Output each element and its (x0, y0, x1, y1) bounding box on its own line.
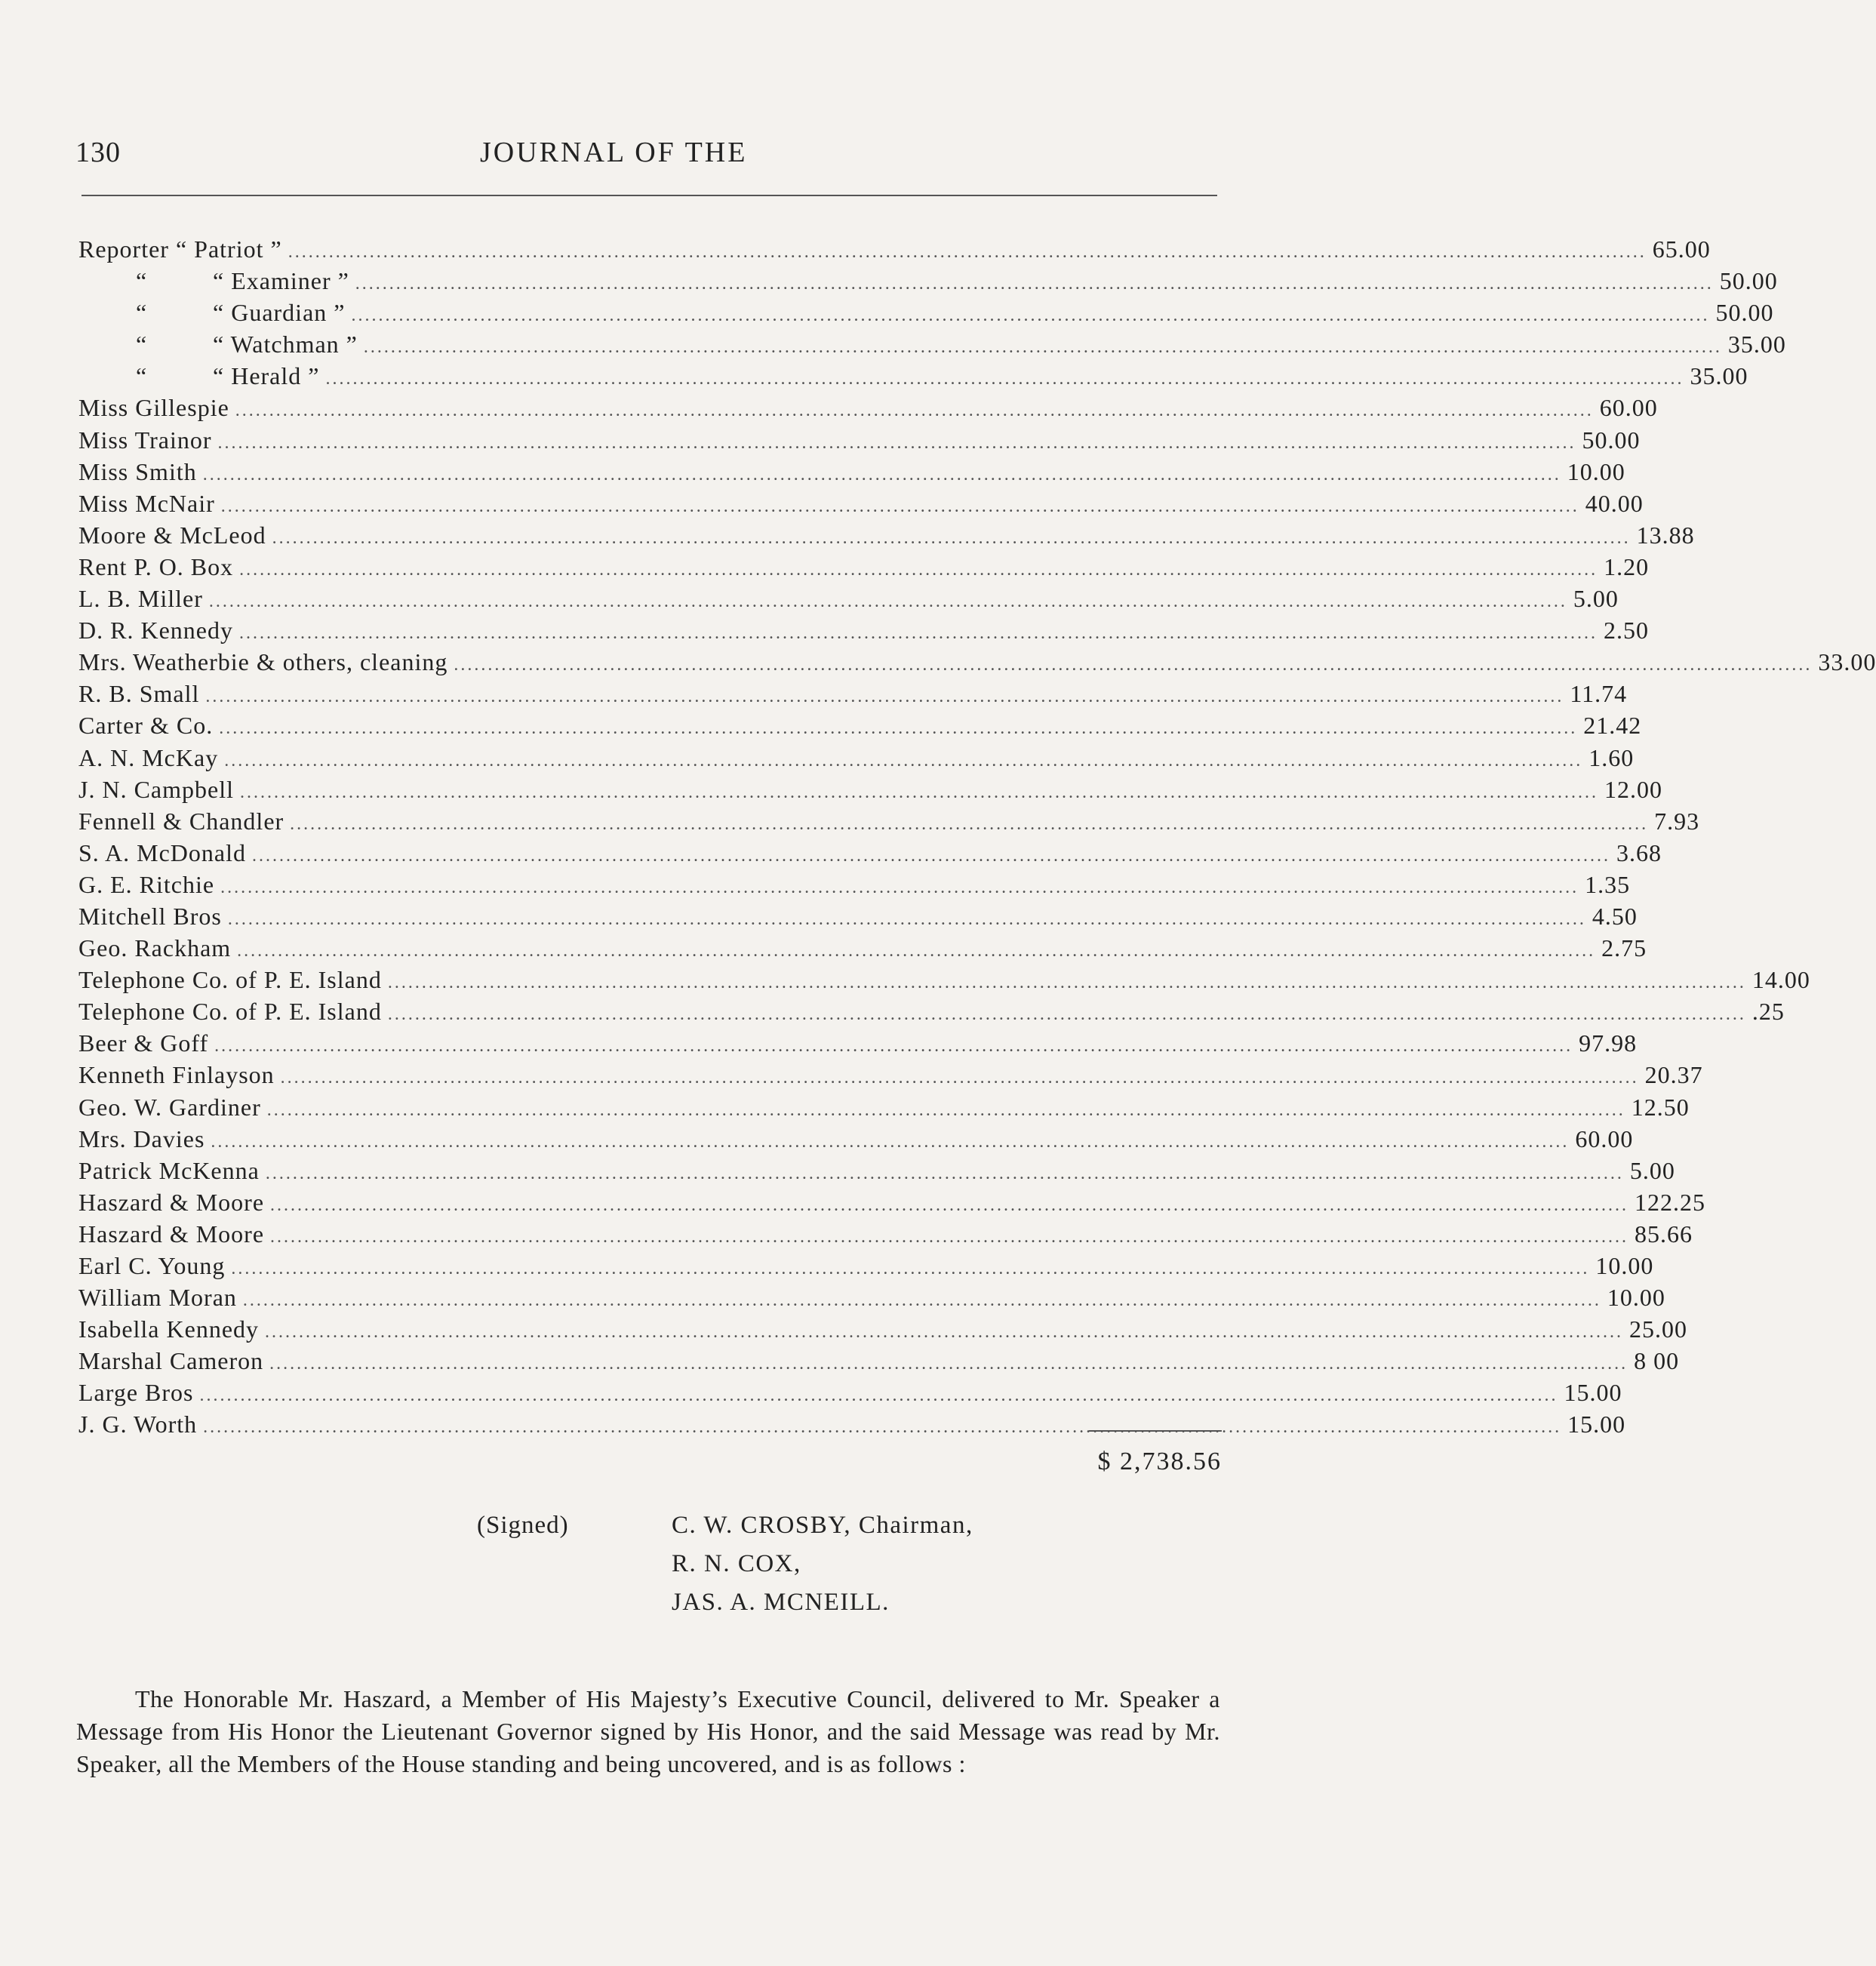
ledger-payee (78, 267, 349, 295)
ledger-payee: Miss McNair (78, 489, 215, 517)
ledger-row (78, 1093, 1690, 1125)
ditto-mark: “ (136, 331, 148, 358)
ledger-row (78, 1315, 1688, 1347)
ledger-amount: 40.00 (1585, 489, 1644, 517)
ledger-amount: .25 (1751, 998, 1785, 1026)
ledger-amount: 85.66 (1635, 1220, 1693, 1248)
ledger-amount: 4.50 (1592, 902, 1638, 930)
dot-leader: ........................................................................................................................................................................................................ (231, 1259, 1590, 1278)
ledger-row (78, 743, 1635, 776)
ledger-payee: Miss Gillespie (78, 394, 229, 422)
ledger-row (78, 648, 1876, 680)
ledger-payee: Telephone Co. of P. E. Island (78, 998, 382, 1026)
ledger-payee (78, 299, 345, 327)
ledger-amount: 10.00 (1595, 1252, 1654, 1279)
dot-leader: ........................................................................................................................................................................................................ (199, 1386, 1558, 1406)
header-rule (81, 195, 1217, 196)
message-paragraph: The Honorable Mr. Haszard, a Member of His Majesty’s Executive Council, delivered to Mr. Speaker a Message from His Honor the Lieutenant Governor signed by His Honor, and the said Message was read by Mr. Speaker, all the Members of the House standing and being uncovered, and is as follows : (76, 1685, 1220, 1777)
ledger-amount: 35.00 (1690, 362, 1748, 390)
ledger-payee: Large Bros (78, 1379, 194, 1407)
ledger-row (78, 775, 1662, 808)
ledger-row (78, 521, 1695, 553)
ledger-amount: 15.00 (1564, 1379, 1622, 1407)
dot-leader: ........................................................................................................................................................................................................ (288, 242, 1647, 262)
dot-leader: ........................................................................................................................................................................................................ (220, 877, 1579, 897)
ledger-payee: Earl C. Young (78, 1252, 226, 1279)
ledger-amount: 12.50 (1631, 1093, 1690, 1121)
ledger-amount: 5.00 (1573, 585, 1619, 613)
ledger-row (78, 1156, 1675, 1189)
signatories (672, 1512, 973, 1627)
ledger-row (78, 680, 1628, 712)
ledger-payee: Miss Trainor (78, 426, 212, 454)
dot-leader: ........................................................................................................................................................................................................ (454, 655, 1813, 675)
ledger-payee: Carter & Co. (78, 712, 214, 740)
total-amount: $ 2,738.56 (1097, 1448, 1222, 1475)
ledger-payee (78, 331, 358, 358)
dot-leader: ........................................................................................................................................................................................................ (351, 306, 1710, 326)
ledger-amount: 14.00 (1751, 966, 1810, 994)
ledger-row (78, 1379, 1622, 1411)
ledger-row (78, 998, 1785, 1029)
ledger-row (78, 934, 1647, 966)
dot-leader: ........................................................................................................................................................................................................ (242, 1291, 1601, 1311)
ledger-amount: 20.37 (1644, 1061, 1703, 1089)
dot-leader: ........................................................................................................................................................................................................ (220, 496, 1579, 516)
ledger-amount: 15.00 (1567, 1411, 1626, 1438)
dot-leader: ........................................................................................................................................................................................................ (265, 1322, 1624, 1343)
ledger-amount: 33.00 (1818, 648, 1876, 676)
ledger-payee-text: “ Examiner ” (213, 267, 349, 295)
dot-leader: ........................................................................................................................................................................................................ (280, 1068, 1639, 1088)
ledger-payee: D. R. Kennedy (78, 617, 233, 645)
ledger-amount: 25.00 (1629, 1315, 1688, 1343)
dot-leader: ........................................................................................................................................................................................................ (203, 1417, 1562, 1438)
dot-leader: ........................................................................................................................................................................................................ (214, 1036, 1573, 1057)
ledger-amount: 1.60 (1588, 743, 1635, 771)
dot-leader: ........................................................................................................................................................................................................ (363, 337, 1722, 358)
ledger-payee: Mrs. Weatherbie & others, cleaning (78, 648, 448, 676)
dot-leader: ........................................................................................................................................................................................................ (265, 1163, 1624, 1183)
signatory-name: JAS. A. MCNEILL. (672, 1589, 890, 1616)
ledger-payee: Moore & McLeod (78, 521, 266, 549)
ledger-row (78, 1411, 1626, 1442)
dot-leader: ........................................................................................................................................................................................................ (224, 750, 1583, 771)
ledger-payee: Haszard & Moore (78, 1220, 265, 1248)
ledger-amount: 122.25 (1635, 1188, 1706, 1216)
ledger-amount: 35.00 (1727, 331, 1786, 358)
ledger-payee: Kenneth Finlayson (78, 1061, 275, 1089)
dot-leader: ........................................................................................................................................................................................................ (219, 718, 1578, 739)
ledger-amount: 12.00 (1604, 775, 1662, 803)
ledger-row (78, 552, 1650, 585)
ledger-row (78, 1125, 1634, 1157)
ditto-mark: “ (136, 299, 148, 327)
ledger-row (78, 1061, 1703, 1093)
ledger-row (78, 394, 1658, 426)
dot-leader: ........................................................................................................................................................................................................ (269, 1354, 1628, 1374)
ditto-mark: “ (136, 267, 148, 295)
ledger-row (78, 1188, 1706, 1220)
ledger-row (78, 870, 1631, 903)
dot-leader: ........................................................................................................................................................................................................ (387, 973, 1746, 993)
ledger-row (78, 299, 1774, 331)
ledger-payee: Rent P. O. Box (78, 552, 234, 580)
ledger-payee: Mitchell Bros (78, 902, 222, 930)
ledger-amount: 50.00 (1582, 426, 1641, 454)
ledger-amount: 3.68 (1616, 838, 1662, 866)
dot-leader: ........................................................................................................................................................................................................ (227, 909, 1586, 929)
ledger-row (78, 966, 1810, 998)
ledger-amount: 50.00 (1719, 267, 1778, 295)
ledger-row (78, 1252, 1654, 1284)
ledger-payee (78, 362, 319, 390)
signatory-name: C. W. CROSBY, Chairman, (672, 1512, 973, 1539)
ledger-payee: Isabella Kennedy (78, 1315, 260, 1343)
ledger-amount: 2.50 (1603, 617, 1649, 645)
ledger-payee: L. B. Miller (78, 585, 203, 613)
page-number: 130 (75, 137, 121, 168)
ledger-amount: 13.88 (1636, 521, 1695, 549)
ledger-payee: G. E. Ritchie (78, 870, 215, 898)
ledger-row (78, 807, 1700, 839)
dot-leader: ........................................................................................................................................................................................................ (290, 814, 1649, 834)
dot-leader: ........................................................................................................................................................................................................ (272, 528, 1631, 548)
ledger-row (78, 585, 1619, 617)
ditto-mark: “ (136, 362, 148, 390)
ledger-payee: J. G. Worth (78, 1411, 198, 1438)
dot-leader: ........................................................................................................................................................................................................ (208, 592, 1567, 612)
ledger-payee: R. B. Small (78, 680, 200, 708)
ledger-row (78, 1347, 1680, 1379)
ledger-row (78, 489, 1644, 521)
ledger-row (78, 838, 1662, 871)
ledger-row (78, 1029, 1638, 1061)
ledger-payee: Beer & Goff (78, 1029, 209, 1057)
ledger-row (78, 426, 1641, 458)
ledger-amount: 1.35 (1585, 870, 1631, 898)
total-rule (1089, 1430, 1222, 1432)
ledger-payee: S. A. McDonald (78, 838, 246, 866)
dot-leader: ........................................................................................................................................................................................................ (325, 369, 1684, 389)
dot-leader: ........................................................................................................................................................................................................ (217, 432, 1576, 453)
ledger-list (78, 235, 1876, 1443)
ledger-row (78, 235, 1711, 267)
ledger-row (78, 712, 1642, 743)
ledger-payee: Reporter “ Patriot ” (78, 235, 282, 263)
ledger-amount: 60.00 (1575, 1125, 1634, 1152)
ledger-row (78, 457, 1625, 490)
ledger-payee: Marshal Cameron (78, 1347, 264, 1375)
ledger-amount: 2.75 (1601, 934, 1647, 962)
ledger-amount: 11.74 (1570, 680, 1628, 708)
ledger-amount: 60.00 (1599, 394, 1658, 422)
ledger-amount: 65.00 (1652, 235, 1711, 263)
ledger-amount: 21.42 (1583, 712, 1642, 740)
dot-leader: ........................................................................................................................................................................................................ (211, 1131, 1570, 1152)
ledger-payee: Geo. W. Gardiner (78, 1093, 261, 1121)
dot-leader: ........................................................................................................................................................................................................ (387, 1005, 1746, 1025)
ledger-row (78, 617, 1649, 648)
ledger-row (78, 362, 1748, 394)
dot-leader: ........................................................................................................................................................................................................ (237, 941, 1596, 961)
dot-leader: ........................................................................................................................................................................................................ (235, 401, 1594, 421)
dot-leader: ........................................................................................................................................................................................................ (205, 687, 1564, 707)
ledger-amount: 8 00 (1634, 1347, 1680, 1375)
running-title: JOURNAL OF THE (480, 137, 748, 168)
ledger-payee-text: “ Guardian ” (213, 299, 346, 327)
ledger-payee: Miss Smith (78, 457, 197, 485)
dot-leader: ........................................................................................................................................................................................................ (355, 274, 1714, 294)
dot-leader: ........................................................................................................................................................................................................ (270, 1195, 1629, 1215)
ledger-amount: 10.00 (1607, 1284, 1665, 1312)
ledger-payee: Telephone Co. of P. E. Island (78, 966, 382, 994)
ledger-amount: 97.98 (1579, 1029, 1638, 1057)
page-header (75, 136, 1222, 181)
dot-leader: ........................................................................................................................................................................................................ (238, 623, 1598, 644)
ledger-payee: Fennell & Chandler (78, 807, 284, 835)
ledger-row (78, 1284, 1665, 1315)
ledger-payee: Patrick McKenna (78, 1156, 260, 1184)
ledger-payee: Geo. Rackham (78, 934, 232, 962)
dot-leader: ........................................................................................................................................................................................................ (270, 1226, 1629, 1247)
ledger-payee: J. N. Campbell (78, 775, 234, 803)
ledger-row (78, 267, 1778, 299)
dot-leader: ........................................................................................................................................................................................................ (202, 464, 1561, 485)
ledger-amount: 1.20 (1604, 552, 1650, 580)
ledger-payee: Mrs. Davies (78, 1125, 205, 1152)
ledger-payee: William Moran (78, 1284, 237, 1312)
ledger-amount: 7.93 (1654, 807, 1700, 835)
signatory-name: R. N. COX, (672, 1550, 801, 1577)
signed-label: (Signed) (477, 1512, 569, 1539)
ledger-row (78, 1220, 1693, 1252)
dot-leader: ........................................................................................................................................................................................................ (266, 1100, 1625, 1120)
ledger-amount: 5.00 (1629, 1156, 1675, 1184)
ledger-payee: A. N. McKay (78, 743, 219, 771)
ledger-payee: Haszard & Moore (78, 1188, 265, 1216)
dot-leader: ........................................................................................................................................................................................................ (239, 782, 1598, 802)
dot-leader: ........................................................................................................................................................................................................ (239, 559, 1598, 580)
dot-leader: ........................................................................................................................................................................................................ (252, 845, 1610, 866)
ledger-row (78, 902, 1638, 934)
ledger-payee-text: “ Herald ” (213, 362, 320, 390)
ledger-amount: 50.00 (1715, 299, 1774, 327)
ledger-payee-text: “ Watchman ” (213, 331, 358, 358)
ledger-amount: 10.00 (1567, 457, 1625, 485)
ledger-row (78, 331, 1786, 362)
